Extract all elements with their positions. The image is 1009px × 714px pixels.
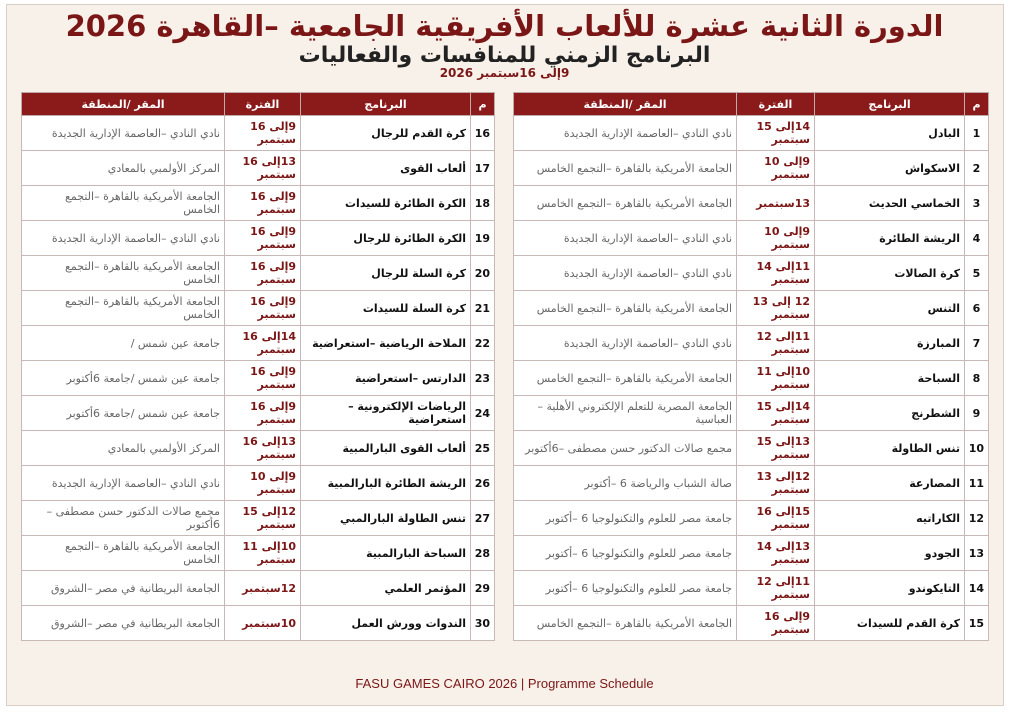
cell-venue: نادي النادي –العاصمة الإدارية الجديدة [22,466,225,501]
header-venue: المقر /المنطقة [22,93,225,116]
cell-num: 20 [471,256,495,291]
header-venue: المقر /المنطقة [514,93,737,116]
schedule-table-left [21,92,495,641]
cell-program: كرة السلة للسيدات [301,291,471,326]
header-period: الفترة [225,93,301,116]
cell-num: 29 [471,571,495,606]
cell-venue: الجامعة المصرية للتعلم الإلكتروني الأهلية –العباسية [514,396,737,431]
table-row [514,116,989,151]
event-dates: 9إلى 16سبتمبر 2026 [439,66,570,80]
table-row [22,501,495,536]
cell-program: الرياضات الإلكترونية – استعراضية [301,396,471,431]
cell-period: 12إلى 13 سبتمبر [737,466,815,501]
table-row [514,256,989,291]
header-period: الفترة [737,93,815,116]
cell-num: 13 [965,536,989,571]
table-row [22,256,495,291]
cell-period: 11إلى 12 سبتمبر [737,571,815,606]
table-row [514,466,989,501]
cell-venue: جامعة عين شمس /جامعة 6أكتوبر [22,396,225,431]
cell-venue: جامعة عين شمس / [22,326,225,361]
cell-venue: الجامعة الأمريكية بالقاهرة –التجمع الخامس [514,151,737,186]
cell-venue: الجامعة الأمريكية بالقاهرة –التجمع الخامس [22,256,225,291]
cell-num: 17 [471,151,495,186]
cell-num: 16 [471,116,495,151]
cell-num: 28 [471,536,495,571]
table-header-row [22,93,495,116]
cell-venue: الجامعة الأمريكية بالقاهرة –التجمع الخامس [514,291,737,326]
cell-period: 13إلى 15 سبتمبر [737,431,815,466]
cell-program: كرة الصالات [815,256,965,291]
cell-program: الجودو [815,536,965,571]
cell-program: تنس الطاولة البارالمبي [301,501,471,536]
cell-venue: نادي النادي –العاصمة الإدارية الجديدة [22,116,225,151]
cell-period: 12إلى 15 سبتمبر [225,501,301,536]
table-row [22,116,495,151]
cell-venue: الجامعة الأمريكية بالقاهرة –التجمع الخامس [22,291,225,326]
cell-num: 6 [965,291,989,326]
table-row [514,361,989,396]
cell-period: 12 إلى 13 سبتمبر [737,291,815,326]
table-row [514,536,989,571]
cell-period: 11إلى 12 سبتمبر [737,326,815,361]
cell-period: 9إلى 16 سبتمبر [737,606,815,641]
cell-program: كرة السلة للرجال [301,256,471,291]
table-row [514,326,989,361]
table-row [22,361,495,396]
cell-venue: صالة الشباب والرياضة 6 –أكتوبر [514,466,737,501]
cell-num: 11 [965,466,989,501]
header-num: م [471,93,495,116]
cell-venue: الجامعة الأمريكية بالقاهرة –التجمع الخامس [514,186,737,221]
cell-venue: جامعة مصر للعلوم والتكنولوجيا 6 –أكتوبر [514,571,737,606]
table-row [22,396,495,431]
cell-venue: نادي النادي –العاصمة الإدارية الجديدة [514,326,737,361]
cell-num: 7 [965,326,989,361]
cell-num: 2 [965,151,989,186]
cell-period: 13إلى 14 سبتمبر [737,536,815,571]
cell-period: 14إلى 15 سبتمبر [737,116,815,151]
cell-period: 14إلى 15 سبتمبر [737,396,815,431]
table-row [22,536,495,571]
cell-num: 27 [471,501,495,536]
cell-program: الكرة الطائرة للسيدات [301,186,471,221]
cell-period: 10إلى 11 سبتمبر [737,361,815,396]
cell-program: ألعاب القوى [301,151,471,186]
cell-program: الخماسي الحديث [815,186,965,221]
header-program: البرنامج [815,93,965,116]
table-row [514,501,989,536]
cell-venue: مجمع صالات الدكتور حسن مصطفى – 6أكتوبر [22,501,225,536]
cell-program: التنس [815,291,965,326]
cell-period: 9إلى 10 سبتمبر [225,466,301,501]
table-row [22,151,495,186]
table-row [22,186,495,221]
cell-venue: الجامعة الأمريكية بالقاهرة –التجمع الخامس [514,361,737,396]
cell-num: 18 [471,186,495,221]
cell-num: 30 [471,606,495,641]
cell-venue: الجامعة البريطانية في مصر –الشروق [22,571,225,606]
cell-num: 14 [965,571,989,606]
cell-period: 9إلى 16 سبتمبر [225,256,301,291]
cell-program: المصارعة [815,466,965,501]
cell-program: الكاراتيه [815,501,965,536]
cell-num: 9 [965,396,989,431]
table-row [22,466,495,501]
cell-program: السباحة [815,361,965,396]
cell-num: 15 [965,606,989,641]
cell-period: 10إلى 11 سبتمبر [225,536,301,571]
cell-venue: الجامعة البريطانية في مصر –الشروق [22,606,225,641]
table-row [514,571,989,606]
document-subtitle: البرنامج الزمني للمنافسات والفعاليات [298,43,711,68]
cell-period: 9إلى 16 سبتمبر [225,361,301,396]
footer-text: FASU GAMES CAIRO 2026 | Programme Schedule [355,676,654,691]
cell-venue: الجامعة الأمريكية بالقاهرة –التجمع الخامس [22,186,225,221]
cell-num: 23 [471,361,495,396]
cell-program: المؤتمر العلمي [301,571,471,606]
cell-period: 9إلى 10 سبتمبر [737,151,815,186]
cell-program: الدارتس –استعراضية [301,361,471,396]
cell-venue: جامعة مصر للعلوم والتكنولوجيا 6 –أكتوبر [514,501,737,536]
schedule-table-right [513,92,989,641]
cell-period: 14إلى 16 سبتمبر [225,326,301,361]
cell-num: 5 [965,256,989,291]
cell-venue: مجمع صالات الدكتور حسن مصطفى –6أكتوبر [514,431,737,466]
cell-period: 9إلى 16 سبتمبر [225,291,301,326]
cell-program: التايكوندو [815,571,965,606]
cell-venue: نادي النادي –العاصمة الإدارية الجديدة [514,221,737,256]
cell-program: كرة القدم للسيدات [815,606,965,641]
table-row [22,221,495,256]
cell-program: الشطرنج [815,396,965,431]
cell-period: 9إلى 16 سبتمبر [225,116,301,151]
cell-program: المبارزة [815,326,965,361]
table-row [22,606,495,641]
cell-period: 11إلى 14 سبتمبر [737,256,815,291]
cell-period: 13إلى 16 سبتمبر [225,151,301,186]
cell-num: 3 [965,186,989,221]
cell-venue: جامعة عين شمس /جامعة 6أكتوبر [22,361,225,396]
table-row [514,396,989,431]
cell-program: تنس الطاولة [815,431,965,466]
cell-program: ألعاب القوى البارالمبية [301,431,471,466]
cell-num: 4 [965,221,989,256]
cell-program: كرة القدم للرجال [301,116,471,151]
cell-num: 24 [471,396,495,431]
cell-period: 15إلى 16 سبتمبر [737,501,815,536]
table-row [514,291,989,326]
header-num: م [965,93,989,116]
cell-venue: نادي النادي –العاصمة الإدارية الجديدة [22,221,225,256]
cell-num: 19 [471,221,495,256]
cell-program: البادل [815,116,965,151]
document-title: الدورة الثانية عشرة للألعاب الأفريقية الجامعية –القاهرة 2026 [65,9,944,43]
cell-num: 10 [965,431,989,466]
cell-period: 9إلى 10 سبتمبر [737,221,815,256]
cell-program: الملاحة الرياضية –استعراضية [301,326,471,361]
cell-program: الريشة الطائرة [815,221,965,256]
table-row [514,606,989,641]
table-row [514,151,989,186]
cell-num: 12 [965,501,989,536]
header-program: البرنامج [301,93,471,116]
cell-period: 13سبتمبر [737,186,815,221]
cell-venue: المركز الأولمبي بالمعادي [22,431,225,466]
cell-period: 13إلى 16 سبتمبر [225,431,301,466]
cell-num: 22 [471,326,495,361]
cell-venue: المركز الأولمبي بالمعادي [22,151,225,186]
cell-period: 12سبتمبر [225,571,301,606]
table-row [514,186,989,221]
cell-venue: نادي النادي –العاصمة الإدارية الجديدة [514,116,737,151]
cell-period: 9إلى 16 سبتمبر [225,396,301,431]
table-row [514,221,989,256]
cell-program: الكرة الطائرة للرجال [301,221,471,256]
cell-period: 10سبتمبر [225,606,301,641]
cell-num: 21 [471,291,495,326]
table-row [514,431,989,466]
cell-program: الريشة الطائرة البارالمبية [301,466,471,501]
cell-program: الندوات وورش العمل [301,606,471,641]
cell-num: 26 [471,466,495,501]
cell-venue: الجامعة الأمريكية بالقاهرة –التجمع الخامس [514,606,737,641]
table-row [22,571,495,606]
cell-program: الاسكواش [815,151,965,186]
cell-venue: الجامعة الأمريكية بالقاهرة –التجمع الخامس [22,536,225,571]
table-row [22,431,495,466]
table-row [22,326,495,361]
table-row [22,291,495,326]
cell-period: 9إلى 16 سبتمبر [225,221,301,256]
cell-num: 8 [965,361,989,396]
cell-num: 25 [471,431,495,466]
cell-period: 9إلى 16 سبتمبر [225,186,301,221]
table-header-row [514,93,989,116]
cell-num: 1 [965,116,989,151]
cell-venue: جامعة مصر للعلوم والتكنولوجيا 6 –أكتوبر [514,536,737,571]
cell-program: السباحة البارالمبية [301,536,471,571]
cell-venue: نادي النادي –العاصمة الإدارية الجديدة [514,256,737,291]
